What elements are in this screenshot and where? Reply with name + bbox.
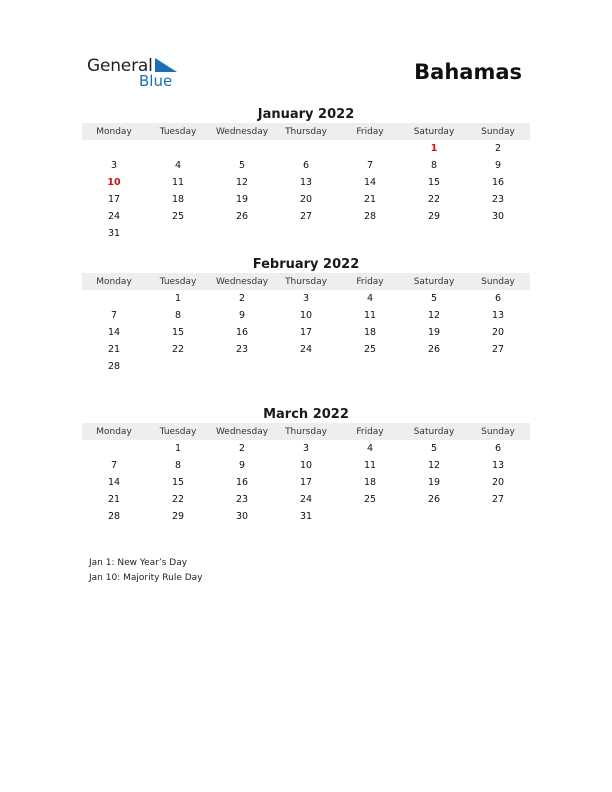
day-cell: 17 bbox=[107, 194, 121, 205]
day-cell: 18 bbox=[363, 327, 377, 338]
day-cell: 28 bbox=[107, 361, 121, 372]
day-cell: 31 bbox=[107, 228, 121, 239]
weekday-header-row bbox=[82, 273, 530, 290]
weekday-label: Wednesday bbox=[215, 426, 269, 437]
day-cell: 21 bbox=[107, 344, 121, 355]
day-cell: 8 bbox=[430, 160, 438, 171]
month-calendar-january bbox=[82, 106, 530, 242]
day-cell: 1 bbox=[430, 143, 438, 154]
day-cell: 22 bbox=[171, 494, 185, 505]
day-cell: 10 bbox=[107, 177, 121, 188]
week-row bbox=[82, 440, 530, 457]
week-row bbox=[82, 290, 530, 307]
day-cell: 11 bbox=[363, 460, 377, 471]
logo-text-general: General bbox=[87, 56, 153, 76]
day-cell: 27 bbox=[299, 211, 313, 222]
day-cell: 9 bbox=[238, 460, 246, 471]
day-cell: 27 bbox=[491, 344, 505, 355]
day-cell: 28 bbox=[107, 511, 121, 522]
day-cell: 25 bbox=[363, 494, 377, 505]
day-cell: 11 bbox=[363, 310, 377, 321]
week-row bbox=[82, 324, 530, 341]
weekday-label: Thursday bbox=[285, 126, 327, 137]
day-cell: 14 bbox=[363, 177, 377, 188]
day-cell: 22 bbox=[427, 194, 441, 205]
week-row bbox=[82, 307, 530, 324]
month-title: March 2022 bbox=[263, 407, 349, 422]
day-cell: 9 bbox=[238, 310, 246, 321]
day-cell: 8 bbox=[174, 310, 182, 321]
day-cell: 20 bbox=[299, 194, 313, 205]
day-cell: 23 bbox=[235, 344, 249, 355]
day-cell: 9 bbox=[494, 160, 502, 171]
day-cell: 6 bbox=[302, 160, 310, 171]
week-row bbox=[82, 208, 530, 225]
day-cell: 29 bbox=[427, 211, 441, 222]
day-cell: 28 bbox=[363, 211, 377, 222]
day-cell: 3 bbox=[110, 160, 118, 171]
logo-text-blue: Blue bbox=[139, 72, 173, 90]
weekday-label: Saturday bbox=[413, 426, 455, 437]
weekday-label: Monday bbox=[96, 276, 132, 287]
week-row bbox=[82, 508, 530, 525]
day-cell: 24 bbox=[299, 344, 313, 355]
week-row bbox=[82, 341, 530, 358]
day-cell: 6 bbox=[494, 293, 502, 304]
country-title: Bahamas bbox=[414, 60, 522, 84]
month-title: February 2022 bbox=[252, 257, 360, 272]
day-cell: 12 bbox=[427, 460, 441, 471]
weekday-label: Wednesday bbox=[215, 276, 269, 287]
day-cell: 10 bbox=[299, 310, 313, 321]
day-cell: 4 bbox=[366, 293, 374, 304]
day-cell: 2 bbox=[238, 443, 246, 454]
day-cell: 2 bbox=[238, 293, 246, 304]
weekday-header-row bbox=[82, 123, 530, 140]
month-title: January 2022 bbox=[257, 107, 355, 122]
weekday-label: Thursday bbox=[285, 276, 327, 287]
holiday-note: Jan 10: Majority Rule Day bbox=[89, 573, 203, 583]
month-calendar-march bbox=[82, 406, 530, 525]
week-row bbox=[82, 191, 530, 208]
week-row bbox=[82, 140, 530, 157]
generalblue-logo bbox=[87, 56, 187, 92]
weekday-label: Tuesday bbox=[159, 126, 197, 137]
day-cell: 19 bbox=[427, 327, 441, 338]
day-cell: 12 bbox=[427, 310, 441, 321]
day-cell: 4 bbox=[366, 443, 374, 454]
day-cell: 27 bbox=[491, 494, 505, 505]
weekday-label: Saturday bbox=[413, 126, 455, 137]
day-cell: 24 bbox=[107, 211, 121, 222]
day-cell: 1 bbox=[174, 443, 182, 454]
month-calendar-february bbox=[82, 256, 530, 375]
week-row bbox=[82, 358, 530, 375]
week-row bbox=[82, 157, 530, 174]
day-cell: 3 bbox=[302, 443, 310, 454]
day-cell: 29 bbox=[171, 511, 185, 522]
weekday-label: Saturday bbox=[413, 276, 455, 287]
day-cell: 13 bbox=[299, 177, 313, 188]
day-cell: 16 bbox=[235, 477, 249, 488]
day-cell: 7 bbox=[366, 160, 374, 171]
day-cell: 2 bbox=[494, 143, 502, 154]
day-cell: 5 bbox=[238, 160, 246, 171]
day-cell: 26 bbox=[427, 344, 441, 355]
day-cell: 15 bbox=[171, 477, 185, 488]
day-cell: 25 bbox=[363, 344, 377, 355]
week-row bbox=[82, 491, 530, 508]
day-cell: 19 bbox=[427, 477, 441, 488]
weekday-header-row bbox=[82, 423, 530, 440]
day-cell: 26 bbox=[235, 211, 249, 222]
day-cell: 13 bbox=[491, 310, 505, 321]
day-cell: 13 bbox=[491, 460, 505, 471]
day-cell: 14 bbox=[107, 477, 121, 488]
weekday-label: Sunday bbox=[481, 126, 515, 137]
day-cell: 30 bbox=[491, 211, 505, 222]
day-cell: 24 bbox=[299, 494, 313, 505]
day-cell: 16 bbox=[491, 177, 505, 188]
logo-triangle-icon bbox=[155, 58, 177, 72]
weekday-label: Friday bbox=[356, 126, 384, 137]
day-cell: 5 bbox=[430, 443, 438, 454]
day-cell: 21 bbox=[363, 194, 377, 205]
weekday-label: Friday bbox=[356, 276, 384, 287]
day-cell: 15 bbox=[171, 327, 185, 338]
day-cell: 10 bbox=[299, 460, 313, 471]
day-cell: 17 bbox=[299, 327, 313, 338]
day-cell: 1 bbox=[174, 293, 182, 304]
weekday-label: Friday bbox=[356, 426, 384, 437]
day-cell: 25 bbox=[171, 211, 185, 222]
weekday-label: Monday bbox=[96, 126, 132, 137]
week-row bbox=[82, 457, 530, 474]
weekday-label: Sunday bbox=[481, 426, 515, 437]
weekday-label: Tuesday bbox=[159, 276, 197, 287]
day-cell: 3 bbox=[302, 293, 310, 304]
day-cell: 18 bbox=[171, 194, 185, 205]
day-cell: 18 bbox=[363, 477, 377, 488]
day-cell: 23 bbox=[491, 194, 505, 205]
weekday-label: Thursday bbox=[285, 426, 327, 437]
day-cell: 21 bbox=[107, 494, 121, 505]
day-cell: 7 bbox=[110, 310, 118, 321]
day-cell: 7 bbox=[110, 460, 118, 471]
day-cell: 15 bbox=[427, 177, 441, 188]
holiday-notes bbox=[89, 556, 203, 586]
week-row bbox=[82, 225, 530, 242]
day-cell: 14 bbox=[107, 327, 121, 338]
day-cell: 5 bbox=[430, 293, 438, 304]
day-cell: 17 bbox=[299, 477, 313, 488]
day-cell: 4 bbox=[174, 160, 182, 171]
day-cell: 19 bbox=[235, 194, 249, 205]
day-cell: 30 bbox=[235, 511, 249, 522]
weekday-label: Sunday bbox=[481, 276, 515, 287]
day-cell: 23 bbox=[235, 494, 249, 505]
day-cell: 20 bbox=[491, 477, 505, 488]
day-cell: 8 bbox=[174, 460, 182, 471]
day-cell: 31 bbox=[299, 511, 313, 522]
day-cell: 12 bbox=[235, 177, 249, 188]
week-row bbox=[82, 474, 530, 491]
day-cell: 20 bbox=[491, 327, 505, 338]
day-cell: 22 bbox=[171, 344, 185, 355]
weekday-label: Monday bbox=[96, 426, 132, 437]
day-cell: 11 bbox=[171, 177, 185, 188]
day-cell: 16 bbox=[235, 327, 249, 338]
day-cell: 6 bbox=[494, 443, 502, 454]
week-row bbox=[82, 174, 530, 191]
weekday-label: Tuesday bbox=[159, 426, 197, 437]
holiday-note: Jan 1: New Year’s Day bbox=[89, 558, 188, 568]
weekday-label: Wednesday bbox=[215, 126, 269, 137]
day-cell: 26 bbox=[427, 494, 441, 505]
